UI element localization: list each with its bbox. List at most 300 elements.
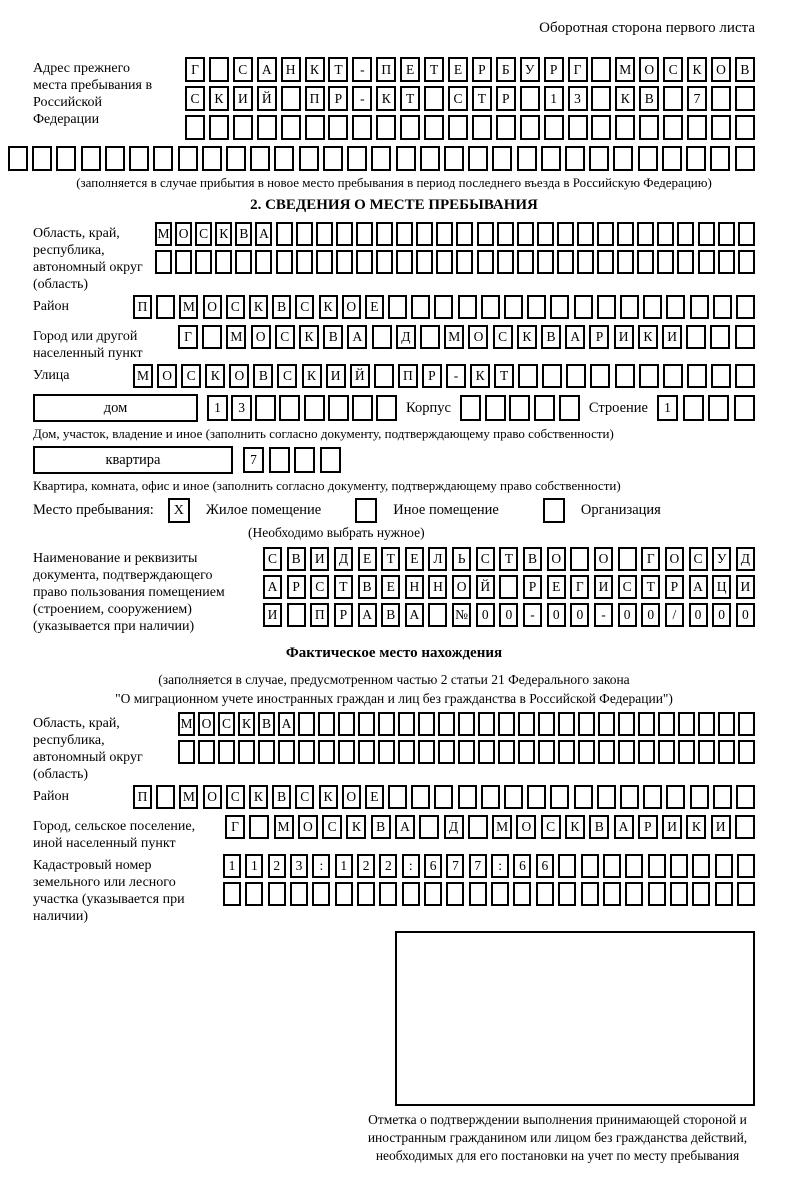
char-cell[interactable] — [209, 57, 229, 82]
char-cell[interactable] — [518, 712, 535, 736]
char-cell[interactable]: Г — [178, 325, 198, 349]
char-cell[interactable] — [518, 364, 538, 388]
char-cell[interactable] — [497, 222, 514, 246]
char-cell[interactable] — [478, 740, 495, 764]
char-cell[interactable]: - — [594, 603, 613, 627]
char-cell[interactable] — [485, 395, 506, 421]
char-cell[interactable] — [105, 146, 125, 171]
char-cell[interactable]: В — [272, 295, 291, 319]
char-cell[interactable] — [517, 222, 534, 246]
char-cell[interactable] — [472, 115, 492, 140]
char-cell[interactable] — [424, 882, 442, 906]
char-cell[interactable]: Т — [499, 547, 518, 571]
char-cell[interactable] — [550, 785, 569, 809]
char-cell[interactable]: К — [687, 57, 707, 82]
char-cell[interactable] — [738, 712, 755, 736]
char-cell[interactable]: Т — [494, 364, 514, 388]
char-cell[interactable] — [617, 222, 634, 246]
char-cell[interactable]: С — [226, 785, 245, 809]
char-cell[interactable] — [402, 882, 420, 906]
char-cell[interactable]: С — [218, 712, 235, 736]
char-cell[interactable]: - — [446, 364, 466, 388]
char-cell[interactable]: Р — [496, 86, 516, 111]
char-cell[interactable] — [618, 712, 635, 736]
char-cell[interactable] — [281, 86, 301, 111]
char-cell[interactable] — [478, 712, 495, 736]
char-cell[interactable] — [328, 115, 348, 140]
char-cell[interactable] — [299, 146, 319, 171]
char-cell[interactable] — [347, 146, 367, 171]
char-cell[interactable] — [577, 250, 594, 274]
char-cell[interactable] — [374, 364, 394, 388]
char-cell[interactable]: Р — [665, 575, 684, 599]
char-cell[interactable]: Т — [334, 575, 353, 599]
char-cell[interactable] — [376, 115, 396, 140]
char-cell[interactable] — [591, 86, 611, 111]
char-cell[interactable]: Н — [428, 575, 447, 599]
char-cell[interactable] — [670, 854, 688, 878]
char-cell[interactable] — [718, 250, 735, 274]
char-cell[interactable] — [296, 222, 313, 246]
char-cell[interactable]: Т — [424, 57, 444, 82]
char-cell[interactable] — [698, 250, 715, 274]
char-cell[interactable] — [692, 882, 710, 906]
char-cell[interactable] — [550, 295, 569, 319]
char-cell[interactable] — [698, 712, 715, 736]
char-cell[interactable]: О — [251, 325, 271, 349]
stay-type-checkbox-inoe[interactable] — [355, 498, 377, 523]
char-cell[interactable] — [666, 785, 685, 809]
char-cell[interactable] — [358, 712, 375, 736]
char-cell[interactable] — [737, 882, 755, 906]
char-cell[interactable]: М — [226, 325, 246, 349]
char-cell[interactable]: А — [263, 575, 282, 599]
char-cell[interactable] — [574, 295, 593, 319]
char-cell[interactable]: 7 — [446, 854, 464, 878]
char-cell[interactable]: С — [476, 547, 495, 571]
char-cell[interactable]: О — [639, 57, 659, 82]
char-cell[interactable] — [577, 222, 594, 246]
char-cell[interactable]: С — [226, 295, 245, 319]
char-cell[interactable] — [338, 740, 355, 764]
char-cell[interactable] — [597, 250, 614, 274]
char-cell[interactable] — [677, 250, 694, 274]
char-cell[interactable] — [658, 740, 675, 764]
char-cell[interactable] — [250, 146, 270, 171]
char-cell[interactable] — [504, 785, 523, 809]
char-cell[interactable]: И — [263, 603, 282, 627]
char-cell[interactable] — [715, 882, 733, 906]
char-cell[interactable] — [372, 325, 392, 349]
char-cell[interactable] — [156, 785, 175, 809]
char-cell[interactable]: М — [155, 222, 172, 246]
char-cell[interactable] — [276, 250, 293, 274]
char-cell[interactable] — [736, 295, 755, 319]
char-cell[interactable]: А — [395, 815, 415, 839]
char-cell[interactable] — [318, 740, 335, 764]
char-cell[interactable] — [666, 295, 685, 319]
char-cell[interactable] — [637, 222, 654, 246]
char-cell[interactable] — [238, 740, 255, 764]
stay-type-checkbox-zhiloe[interactable]: X — [168, 498, 190, 523]
char-cell[interactable]: К — [470, 364, 490, 388]
char-cell[interactable]: 1 — [657, 395, 678, 421]
char-cell[interactable]: О — [229, 364, 249, 388]
char-cell[interactable] — [643, 295, 662, 319]
char-cell[interactable] — [456, 222, 473, 246]
char-cell[interactable] — [269, 447, 290, 473]
char-cell[interactable]: К — [205, 364, 225, 388]
char-cell[interactable] — [558, 882, 576, 906]
char-cell[interactable] — [178, 146, 198, 171]
char-cell[interactable] — [558, 712, 575, 736]
char-cell[interactable]: М — [492, 815, 512, 839]
char-cell[interactable]: И — [310, 547, 329, 571]
char-cell[interactable] — [718, 222, 735, 246]
char-cell[interactable] — [687, 364, 707, 388]
char-cell[interactable]: 3 — [290, 854, 308, 878]
char-cell[interactable]: В — [323, 325, 343, 349]
char-cell[interactable]: Е — [365, 785, 384, 809]
char-cell[interactable]: И — [594, 575, 613, 599]
char-cell[interactable] — [420, 325, 440, 349]
char-cell[interactable] — [424, 115, 444, 140]
char-cell[interactable] — [537, 250, 554, 274]
char-cell[interactable] — [735, 815, 755, 839]
char-cell[interactable] — [469, 882, 487, 906]
char-cell[interactable] — [520, 86, 540, 111]
char-cell[interactable] — [578, 740, 595, 764]
char-cell[interactable] — [155, 250, 172, 274]
char-cell[interactable]: Р — [287, 575, 306, 599]
char-cell[interactable]: 3 — [231, 395, 252, 421]
char-cell[interactable] — [718, 740, 735, 764]
char-cell[interactable]: С — [689, 547, 708, 571]
char-cell[interactable]: О — [198, 712, 215, 736]
char-cell[interactable] — [156, 295, 175, 319]
char-cell[interactable] — [544, 115, 564, 140]
char-cell[interactable] — [56, 146, 76, 171]
char-cell[interactable]: П — [133, 785, 152, 809]
char-cell[interactable] — [713, 785, 732, 809]
char-cell[interactable] — [338, 712, 355, 736]
char-cell[interactable] — [658, 712, 675, 736]
char-cell[interactable]: С — [181, 364, 201, 388]
char-cell[interactable]: 7 — [243, 447, 264, 473]
char-cell[interactable] — [735, 325, 755, 349]
char-cell[interactable]: К — [376, 86, 396, 111]
char-cell[interactable] — [710, 146, 730, 171]
char-cell[interactable] — [566, 364, 586, 388]
char-cell[interactable] — [625, 882, 643, 906]
char-cell[interactable]: П — [398, 364, 418, 388]
char-cell[interactable] — [129, 146, 149, 171]
char-cell[interactable]: - — [523, 603, 542, 627]
char-cell[interactable] — [245, 882, 263, 906]
char-cell[interactable]: 0 — [547, 603, 566, 627]
char-cell[interactable]: 0 — [476, 603, 495, 627]
char-cell[interactable]: К — [249, 785, 268, 809]
char-cell[interactable]: Е — [405, 547, 424, 571]
char-cell[interactable] — [418, 712, 435, 736]
char-cell[interactable]: А — [405, 603, 424, 627]
char-cell[interactable] — [615, 115, 635, 140]
char-cell[interactable] — [436, 222, 453, 246]
char-cell[interactable]: Ь — [452, 547, 471, 571]
char-cell[interactable] — [620, 295, 639, 319]
char-cell[interactable]: Б — [496, 57, 516, 82]
char-cell[interactable] — [517, 250, 534, 274]
char-cell[interactable] — [638, 146, 658, 171]
char-cell[interactable]: Г — [568, 57, 588, 82]
char-cell[interactable]: К — [238, 712, 255, 736]
char-cell[interactable] — [298, 740, 315, 764]
char-cell[interactable] — [520, 115, 540, 140]
char-cell[interactable]: В — [253, 364, 273, 388]
char-cell[interactable]: С — [541, 815, 561, 839]
char-cell[interactable]: П — [310, 603, 329, 627]
char-cell[interactable] — [400, 115, 420, 140]
char-cell[interactable] — [536, 882, 554, 906]
char-cell[interactable] — [670, 882, 688, 906]
char-cell[interactable]: О — [711, 57, 731, 82]
char-cell[interactable] — [698, 222, 715, 246]
char-cell[interactable]: В — [639, 86, 659, 111]
char-cell[interactable] — [279, 395, 300, 421]
char-cell[interactable] — [320, 447, 341, 473]
char-cell[interactable] — [458, 295, 477, 319]
char-cell[interactable]: О — [547, 547, 566, 571]
char-cell[interactable] — [226, 146, 246, 171]
char-cell[interactable] — [638, 712, 655, 736]
char-cell[interactable]: М — [133, 364, 153, 388]
char-cell[interactable]: И — [233, 86, 253, 111]
char-cell[interactable] — [477, 250, 494, 274]
char-cell[interactable]: 1 — [245, 854, 263, 878]
char-cell[interactable]: Д — [736, 547, 755, 571]
char-cell[interactable]: Р — [422, 364, 442, 388]
char-cell[interactable]: 6 — [513, 854, 531, 878]
stay-type-checkbox-org[interactable] — [543, 498, 565, 523]
char-cell[interactable]: Е — [400, 57, 420, 82]
char-cell[interactable] — [356, 250, 373, 274]
char-cell[interactable]: 6 — [424, 854, 442, 878]
char-cell[interactable] — [518, 740, 535, 764]
char-cell[interactable] — [683, 395, 704, 421]
char-cell[interactable]: Е — [358, 547, 377, 571]
char-cell[interactable] — [517, 146, 537, 171]
char-cell[interactable]: Т — [381, 547, 400, 571]
char-cell[interactable]: О — [452, 575, 471, 599]
char-cell[interactable] — [396, 146, 416, 171]
char-cell[interactable] — [411, 785, 430, 809]
char-cell[interactable] — [438, 712, 455, 736]
char-cell[interactable] — [557, 250, 574, 274]
char-cell[interactable]: Р — [334, 603, 353, 627]
char-cell[interactable] — [639, 115, 659, 140]
char-cell[interactable] — [662, 146, 682, 171]
char-cell[interactable] — [677, 222, 694, 246]
char-cell[interactable]: 0 — [689, 603, 708, 627]
char-cell[interactable] — [498, 740, 515, 764]
char-cell[interactable] — [738, 250, 755, 274]
char-cell[interactable] — [678, 740, 695, 764]
char-cell[interactable]: А — [614, 815, 634, 839]
char-cell[interactable] — [558, 740, 575, 764]
char-cell[interactable]: У — [520, 57, 540, 82]
char-cell[interactable]: С — [663, 57, 683, 82]
char-cell[interactable]: Й — [350, 364, 370, 388]
char-cell[interactable]: Р — [589, 325, 609, 349]
char-cell[interactable] — [428, 603, 447, 627]
char-cell[interactable] — [692, 854, 710, 878]
char-cell[interactable]: К — [638, 325, 658, 349]
char-cell[interactable] — [711, 86, 731, 111]
char-cell[interactable]: : — [402, 854, 420, 878]
char-cell[interactable]: 1 — [223, 854, 241, 878]
char-cell[interactable] — [178, 740, 195, 764]
char-cell[interactable]: К — [209, 86, 229, 111]
char-cell[interactable]: Е — [381, 575, 400, 599]
char-cell[interactable]: С — [277, 364, 297, 388]
char-cell[interactable] — [620, 785, 639, 809]
char-cell[interactable] — [504, 295, 523, 319]
char-cell[interactable] — [710, 325, 730, 349]
char-cell[interactable] — [718, 712, 735, 736]
char-cell[interactable] — [318, 712, 335, 736]
char-cell[interactable] — [323, 146, 343, 171]
char-cell[interactable]: О — [665, 547, 684, 571]
char-cell[interactable]: А — [255, 222, 272, 246]
char-cell[interactable]: И — [662, 325, 682, 349]
char-cell[interactable] — [678, 712, 695, 736]
char-cell[interactable] — [274, 146, 294, 171]
char-cell[interactable] — [591, 57, 611, 82]
char-cell[interactable]: С — [310, 575, 329, 599]
char-cell[interactable]: К — [299, 325, 319, 349]
char-cell[interactable]: П — [305, 86, 325, 111]
char-cell[interactable]: И — [662, 815, 682, 839]
char-cell[interactable]: В — [358, 575, 377, 599]
char-cell[interactable]: В — [258, 712, 275, 736]
char-cell[interactable]: И — [614, 325, 634, 349]
char-cell[interactable]: Д — [396, 325, 416, 349]
char-cell[interactable] — [558, 854, 576, 878]
char-cell[interactable]: К — [517, 325, 537, 349]
char-cell[interactable]: 0 — [570, 603, 589, 627]
char-cell[interactable] — [738, 740, 755, 764]
char-cell[interactable] — [541, 146, 561, 171]
char-cell[interactable]: Е — [547, 575, 566, 599]
char-cell[interactable] — [436, 250, 453, 274]
char-cell[interactable]: П — [133, 295, 152, 319]
char-cell[interactable]: - — [352, 86, 372, 111]
char-cell[interactable] — [235, 250, 252, 274]
char-cell[interactable] — [713, 295, 732, 319]
char-cell[interactable]: М — [274, 815, 294, 839]
char-cell[interactable] — [378, 712, 395, 736]
char-cell[interactable] — [438, 740, 455, 764]
char-cell[interactable]: В — [541, 325, 561, 349]
char-cell[interactable] — [686, 325, 706, 349]
char-cell[interactable] — [305, 115, 325, 140]
char-cell[interactable]: С — [185, 86, 205, 111]
char-cell[interactable] — [690, 295, 709, 319]
char-cell[interactable] — [153, 146, 173, 171]
char-cell[interactable] — [657, 222, 674, 246]
char-cell[interactable]: В — [381, 603, 400, 627]
char-cell[interactable] — [618, 740, 635, 764]
char-cell[interactable] — [613, 146, 633, 171]
char-cell[interactable] — [81, 146, 101, 171]
char-cell[interactable]: С — [295, 785, 314, 809]
char-cell[interactable] — [460, 395, 481, 421]
char-cell[interactable] — [570, 547, 589, 571]
char-cell[interactable] — [376, 250, 393, 274]
char-cell[interactable] — [185, 115, 205, 140]
char-cell[interactable] — [468, 815, 488, 839]
char-cell[interactable]: С — [322, 815, 342, 839]
char-cell[interactable]: 3 — [568, 86, 588, 111]
char-cell[interactable]: Р — [638, 815, 658, 839]
char-cell[interactable] — [686, 146, 706, 171]
char-cell[interactable]: И — [711, 815, 731, 839]
char-cell[interactable] — [499, 575, 518, 599]
char-cell[interactable] — [590, 364, 610, 388]
char-cell[interactable] — [298, 712, 315, 736]
char-cell[interactable]: С — [275, 325, 295, 349]
char-cell[interactable] — [735, 86, 755, 111]
char-cell[interactable] — [513, 882, 531, 906]
char-cell[interactable] — [527, 295, 546, 319]
char-cell[interactable] — [687, 115, 707, 140]
char-cell[interactable]: 0 — [736, 603, 755, 627]
char-cell[interactable] — [388, 785, 407, 809]
char-cell[interactable] — [328, 395, 349, 421]
char-cell[interactable]: 6 — [536, 854, 554, 878]
char-cell[interactable] — [218, 740, 235, 764]
char-cell[interactable]: С — [493, 325, 513, 349]
char-cell[interactable] — [557, 222, 574, 246]
char-cell[interactable] — [202, 146, 222, 171]
char-cell[interactable] — [591, 115, 611, 140]
char-cell[interactable] — [278, 740, 295, 764]
char-cell[interactable] — [589, 146, 609, 171]
char-cell[interactable] — [418, 740, 435, 764]
char-cell[interactable] — [336, 222, 353, 246]
char-cell[interactable]: 2 — [268, 854, 286, 878]
char-cell[interactable] — [294, 447, 315, 473]
char-cell[interactable] — [477, 222, 494, 246]
char-cell[interactable] — [597, 295, 616, 319]
char-cell[interactable]: В — [287, 547, 306, 571]
char-cell[interactable]: К — [686, 815, 706, 839]
char-cell[interactable]: Г — [185, 57, 205, 82]
char-cell[interactable] — [663, 86, 683, 111]
char-cell[interactable] — [223, 882, 241, 906]
char-cell[interactable] — [738, 222, 755, 246]
char-cell[interactable] — [698, 740, 715, 764]
char-cell[interactable] — [356, 222, 373, 246]
char-cell[interactable] — [468, 146, 488, 171]
char-cell[interactable]: К — [346, 815, 366, 839]
char-cell[interactable]: К — [215, 222, 232, 246]
char-cell[interactable] — [538, 712, 555, 736]
char-cell[interactable]: 2 — [379, 854, 397, 878]
char-cell[interactable]: И — [326, 364, 346, 388]
char-cell[interactable]: А — [257, 57, 277, 82]
char-cell[interactable]: Т — [472, 86, 492, 111]
